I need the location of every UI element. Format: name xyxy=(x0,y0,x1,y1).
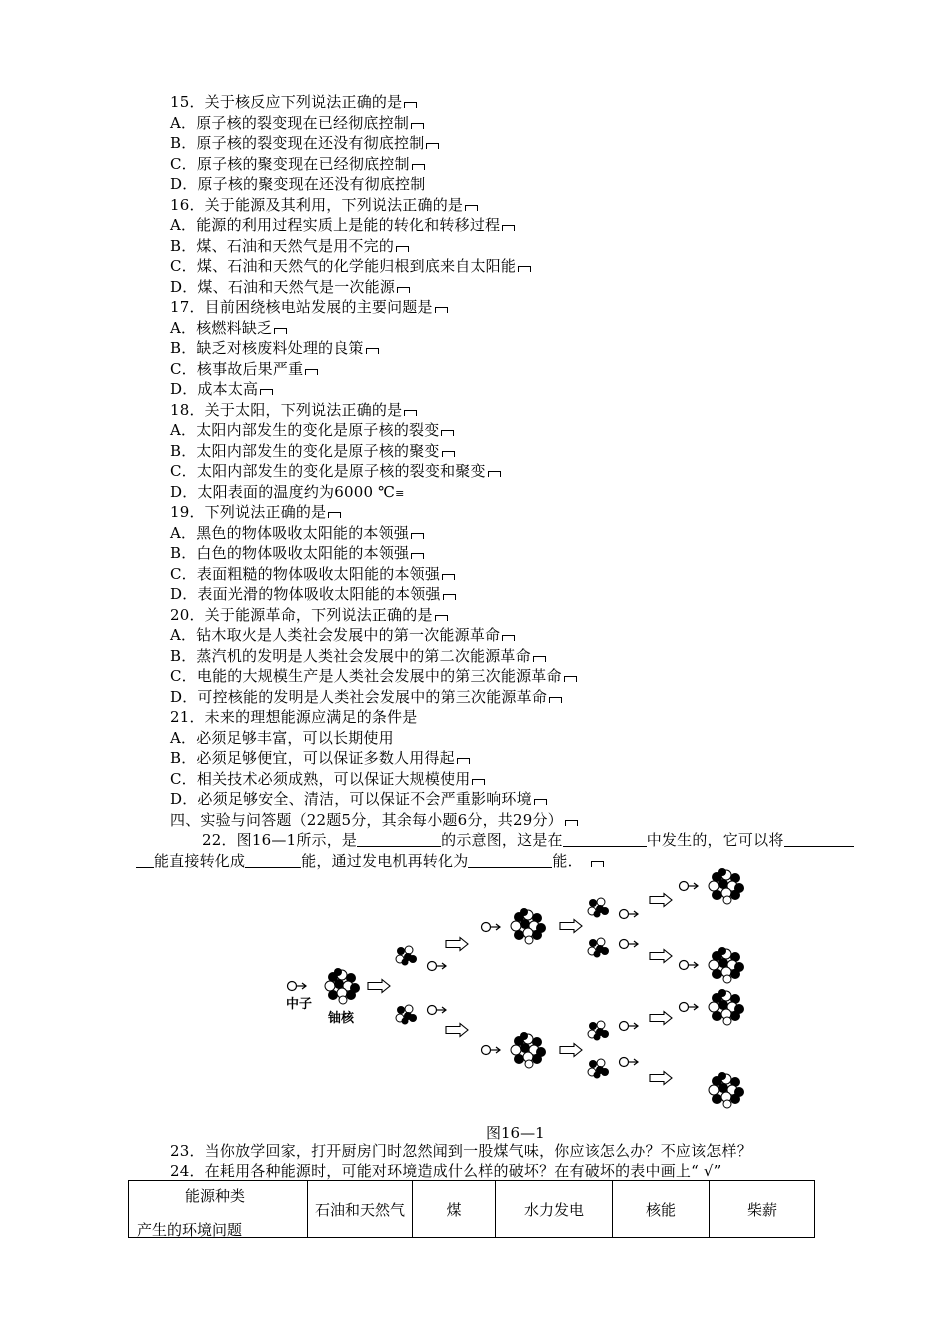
fragment-icon xyxy=(588,1021,609,1041)
uranium-nucleus-icon xyxy=(511,908,546,944)
neutron-icon xyxy=(482,923,501,932)
paragraph-mark-icon xyxy=(533,656,546,662)
arrow-icon xyxy=(368,980,390,993)
paragraph-mark-icon xyxy=(411,533,424,539)
environment-impact-table xyxy=(128,1180,815,1238)
end-mark: ≡ xyxy=(395,487,405,500)
paragraph-mark-icon xyxy=(366,348,379,354)
q17-stem: 17．目前困绕核电站发展的主要问题是 xyxy=(170,297,448,317)
q18-option-b: B．太阳内部发生的变化是原子核的聚变 xyxy=(170,441,455,461)
q16-option-a: A．能源的利用过程实质上是能的转化和转移过程 xyxy=(170,215,515,235)
paragraph-mark-icon xyxy=(435,615,448,621)
column-header-hydropower: 水力发电 xyxy=(496,1181,613,1238)
fragment-icon xyxy=(396,946,417,966)
q17-option-b: B．缺乏对核废料处理的良策 xyxy=(170,338,379,358)
paragraph-mark-icon xyxy=(441,430,454,436)
q21-option-d: D．必须足够安全、清洁，可以保证不会严重影响环境 xyxy=(170,789,547,809)
paragraph-mark-icon xyxy=(534,799,547,805)
q16-stem: 16．关于能源及其利用，下列说法正确的是 xyxy=(170,195,478,215)
q22-line-2: 能直接转化成 能，通过发电机再转化为 能． xyxy=(136,851,604,871)
q23-text: 23．当你放学回家，打开厨房门时忽然闻到一股煤气味，你应该怎么办？不应该怎样？ xyxy=(170,1142,752,1160)
table-corner-cell xyxy=(129,1181,308,1238)
paragraph-mark-icon xyxy=(411,553,424,559)
uranium-nucleus-icon xyxy=(709,868,744,904)
arrow-icon xyxy=(446,1024,468,1037)
paragraph-mark-icon xyxy=(435,307,448,313)
q16-option-c: C．煤、石油和天然气的化学能归根到底来自太阳能 xyxy=(170,256,531,276)
q15-stem: 15．关于核反应下列说法正确的是 xyxy=(170,92,417,112)
paragraph-mark-icon xyxy=(549,697,562,703)
q15-option-b: B．原子核的裂变现在还没有彻底控制 xyxy=(170,133,439,153)
uranium-nucleus-icon xyxy=(709,1072,744,1108)
paragraph-mark-icon xyxy=(488,471,501,477)
fragment-icon xyxy=(588,1059,609,1079)
paragraph-mark-icon xyxy=(305,369,318,375)
arrow-icon xyxy=(560,1044,582,1057)
neutron-icon xyxy=(428,962,447,971)
q18-option-a: A．太阳内部发生的变化是原子核的裂变 xyxy=(170,420,454,440)
q21-stem: 21．未来的理想能源应满足的条件是 xyxy=(170,708,418,726)
figure-caption: 图16—1 xyxy=(486,1124,545,1142)
q19-option-c: C．表面粗糙的物体吸收太阳能的本领强 xyxy=(170,564,455,584)
paragraph-mark-icon xyxy=(396,246,409,252)
q21-option-b: B．必须足够便宜，可以保证多数人用得起 xyxy=(170,748,470,768)
q20-option-d: D．可控核能的发明是人类社会发展中的第三次能源革命 xyxy=(170,687,562,707)
q18-option-c: C．太阳内部发生的变化是原子核的裂变和聚变 xyxy=(170,461,501,481)
arrow-icon xyxy=(650,950,672,963)
q19-option-b: B．白色的物体吸收太阳能的本领强 xyxy=(170,543,424,563)
q18-option-d: D．太阳表面的温度约为6000 ℃≡ xyxy=(170,483,405,501)
neutron-icon xyxy=(620,940,639,949)
paragraph-mark-icon xyxy=(397,287,410,293)
q18-stem: 18．关于太阳，下列说法正确的是 xyxy=(170,400,417,420)
q16-option-b: B．煤、石油和天然气是用不完的 xyxy=(170,236,409,256)
paragraph-mark-icon xyxy=(442,451,455,457)
fragment-icon xyxy=(588,898,609,918)
q20-option-c: C．电能的大规模生产是人类社会发展中的第三次能源革命 xyxy=(170,666,577,686)
column-header-oil-gas: 石油和天然气 xyxy=(308,1181,413,1238)
corner-header-bottom: 产生的环境问题 xyxy=(137,1221,243,1239)
q20-stem: 20．关于能源革命，下列说法正确的是 xyxy=(170,605,448,625)
uranium-nucleus-icon xyxy=(511,1032,546,1068)
arrow-icon xyxy=(650,894,672,907)
q20-option-a: A．钻木取火是人类社会发展中的第一次能源革命 xyxy=(170,625,515,645)
column-header-coal: 煤 xyxy=(413,1181,496,1238)
neutron-icon xyxy=(620,1022,639,1031)
paragraph-mark-icon xyxy=(443,594,456,600)
uranium-nucleus-icon xyxy=(325,968,360,1004)
section-4-heading: 四、实验与问答题（22题5分，其余每小题6分，共29分） xyxy=(170,810,578,830)
chain-reaction-figure xyxy=(280,862,760,1117)
fragment-icon xyxy=(588,938,609,958)
q15-option-d: D．原子核的聚变现在还没有彻底控制 xyxy=(170,175,426,193)
q21-option-c: C．相关技术必须成熟，可以保证大规模使用 xyxy=(170,769,485,789)
q24-text: 24．在耗用各种能源时，可能对环境造成什么样的破坏？在有破坏的表中画上“ √” xyxy=(170,1162,722,1180)
q19-stem: 19．下列说法正确的是 xyxy=(170,502,341,522)
neutron-icon xyxy=(620,1058,639,1067)
uranium-nucleus-icon xyxy=(709,947,744,983)
q17-option-a: A．核燃料缺乏 xyxy=(170,318,287,338)
q21-option-a: A．必须足够丰富，可以长期使用 xyxy=(170,729,394,747)
q17-option-d: D．成本太高 xyxy=(170,379,273,399)
paragraph-mark-icon xyxy=(472,779,485,785)
answer-blank[interactable] xyxy=(563,832,647,847)
neutron-icon xyxy=(288,982,307,991)
paragraph-mark-icon xyxy=(565,820,578,826)
neutron-icon xyxy=(680,882,699,891)
paragraph-mark-icon xyxy=(457,758,470,764)
answer-blank[interactable] xyxy=(784,832,854,847)
q15-option-c: C．原子核的聚变现在已经彻底控制 xyxy=(170,154,425,174)
paragraph-mark-icon xyxy=(426,143,439,149)
paragraph-mark-icon xyxy=(260,389,273,395)
q20-option-b: B．蒸汽机的发明是人类社会发展中的第二次能源革命 xyxy=(170,646,546,666)
uranium-label: 铀核 xyxy=(328,1011,355,1026)
neutron-icon xyxy=(428,1006,447,1015)
paragraph-mark-icon xyxy=(411,123,424,129)
paragraph-mark-icon xyxy=(412,164,425,170)
paragraph-mark-icon xyxy=(442,574,455,580)
q15-option-a: A．原子核的裂变现在已经彻底控制 xyxy=(170,113,424,133)
arrow-icon xyxy=(560,920,582,933)
neutron-label: 中子 xyxy=(286,997,313,1012)
answer-blank[interactable] xyxy=(136,853,154,868)
paragraph-mark-icon xyxy=(502,635,515,641)
corner-header-top: 能源种类 xyxy=(185,1187,246,1205)
answer-blank[interactable] xyxy=(357,832,441,847)
paragraph-mark-icon xyxy=(564,676,577,682)
q19-option-a: A．黑色的物体吸收太阳能的本领强 xyxy=(170,523,424,543)
q16-option-d: D．煤、石油和天然气是一次能源 xyxy=(170,277,410,297)
uranium-nucleus-icon xyxy=(709,989,744,1025)
neutron-icon xyxy=(482,1046,501,1055)
q22-line-1: 22．图16—1所示，是 的示意图，这是在 中发生的，它可以将 xyxy=(202,830,854,850)
paragraph-mark-icon xyxy=(404,410,417,416)
q17-option-c: C．核事故后果严重 xyxy=(170,359,318,379)
arrow-icon xyxy=(650,1072,672,1085)
arrow-icon xyxy=(446,938,468,951)
paragraph-mark-icon xyxy=(518,266,531,272)
fragment-icon xyxy=(396,1005,417,1025)
paragraph-mark-icon xyxy=(274,328,287,334)
neutron-icon xyxy=(680,1003,699,1012)
paragraph-mark-icon xyxy=(465,205,478,211)
paragraph-mark-icon xyxy=(328,512,341,518)
paragraph-mark-icon xyxy=(404,102,417,108)
neutron-icon xyxy=(680,961,699,970)
neutron-icon xyxy=(620,910,639,919)
arrow-icon xyxy=(650,1012,672,1025)
column-header-firewood: 柴薪 xyxy=(710,1181,815,1238)
column-header-nuclear: 核能 xyxy=(613,1181,710,1238)
paragraph-mark-icon xyxy=(502,225,515,231)
q19-option-d: D．表面光滑的物体吸收太阳能的本领强 xyxy=(170,584,456,604)
